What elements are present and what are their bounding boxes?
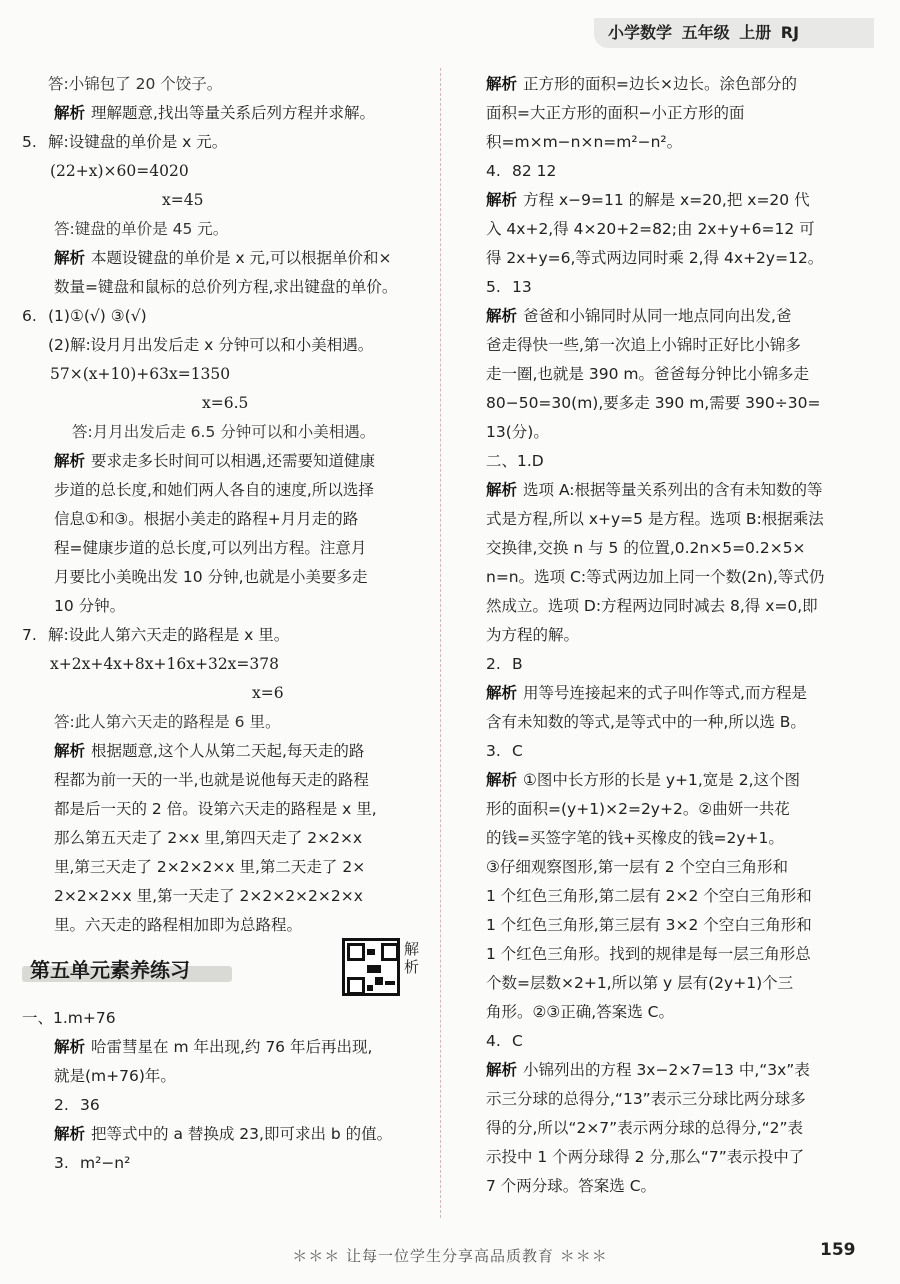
- line-text: 7 个两分球。答案选 C。: [486, 1177, 657, 1195]
- footer-slogan: ＊＊＊ 让每一位学生分享高品质教育 ＊＊＊: [292, 1247, 608, 1265]
- text-line: [486, 128, 866, 157]
- text-line: [486, 766, 866, 795]
- line-text: 示投中 1 个两分球得 2 分,那么“7”表示投中了: [486, 1148, 805, 1166]
- line-text: 都是后一天的 2 倍。设第六天走的路程是 x 里,: [54, 800, 377, 818]
- text-line: [22, 505, 420, 534]
- analysis-tag: 解析: [486, 1061, 518, 1079]
- line-text: x=45: [162, 191, 204, 209]
- text-line: [486, 273, 866, 302]
- line-text: 10 分钟。: [54, 597, 126, 615]
- line-text: 2×2×2×x 里,第一天走了 2×2×2×2×2×x: [54, 887, 363, 905]
- text-line: [486, 244, 866, 273]
- text-line: [486, 940, 866, 969]
- text-line: [22, 824, 420, 853]
- analysis-tag: 解析: [486, 481, 518, 499]
- text-line: [22, 128, 420, 157]
- question-number: 4.: [486, 162, 501, 180]
- text-line: [486, 679, 866, 708]
- line-text: 哈雷彗星在 m 年出现,约 76 年后再出现,: [91, 1038, 373, 1056]
- text-line: [486, 969, 866, 998]
- line-text: C: [512, 1032, 523, 1050]
- text-line: [486, 824, 866, 853]
- line-text: 正方形的面积=边长×边长。涂色部分的: [523, 75, 797, 93]
- text-line: [22, 853, 420, 882]
- line-text: 就是(m+76)年。: [54, 1067, 176, 1085]
- text-line: [22, 563, 420, 592]
- line-text: 答:此人第六天走的路程是 6 里。: [54, 713, 281, 731]
- line-text: 爸走得快一些,第一次追上小锦时正好比小锦多: [486, 336, 801, 354]
- line-text: 解:设此人第六天走的路程是 x 里。: [48, 626, 290, 644]
- analysis-tag: 解析: [54, 452, 86, 470]
- line-text: 数量=键盘和鼠标的总价列方程,求出键盘的单价。: [54, 278, 398, 296]
- line-text: 13: [512, 278, 532, 296]
- line-text: 方程 x−9=11 的解是 x=20,把 x=20 代: [523, 191, 810, 209]
- text-line: [486, 1143, 866, 1172]
- text-line: [22, 215, 420, 244]
- line-text: 程都为前一天的一半,也就是说他每天走的路程: [54, 771, 369, 789]
- line-text: 交换律,交换 n 与 5 的位置,0.2n×5=0.2×5×: [486, 539, 806, 557]
- header-grade: 五年级: [681, 23, 730, 42]
- line-text: 里。六天走的路程相加即为总路程。: [54, 916, 303, 934]
- line-text: 为方程的解。: [486, 626, 580, 644]
- text-line: [22, 1091, 420, 1120]
- right-answer-lines: [486, 70, 866, 1201]
- text-line: [22, 70, 420, 99]
- right-column: [486, 70, 866, 1201]
- text-line: [22, 795, 420, 824]
- text-line: [486, 795, 866, 824]
- text-line: [486, 650, 866, 679]
- line-text: (1)①(√) ③(√): [48, 307, 147, 325]
- header-edition: RJ: [780, 23, 800, 42]
- left-answer-lines: [22, 70, 420, 940]
- text-line: [486, 1027, 866, 1056]
- line-text: 月要比小美晚出发 10 分钟,也就是小美要多走: [54, 568, 368, 586]
- line-text: 面积=大正方形的面积−小正方形的面: [486, 104, 745, 122]
- header-subject: 小学数学: [608, 23, 673, 42]
- line-text: 13(分)。: [486, 423, 549, 441]
- line-text: 爸爸和小锦同时从同一地点同向出发,爸: [523, 307, 792, 325]
- text-line: [486, 70, 866, 99]
- analysis-tag: 解析: [54, 104, 86, 122]
- line-text: 82 12: [512, 162, 557, 180]
- text-line: [486, 737, 866, 766]
- text-line: [486, 389, 866, 418]
- text-line: [22, 99, 420, 128]
- line-text: 里,第三天走了 2×2×2×x 里,第二天走了 2×: [54, 858, 366, 876]
- question-number: 2.: [486, 655, 501, 673]
- analysis-tag: 解析: [54, 742, 86, 760]
- text-line: [22, 1149, 420, 1178]
- line-text: 答:月月出发后走 6.5 分钟可以和小美相遇。: [72, 423, 376, 441]
- line-text: 含有未知数的等式,是等式中的一种,所以选 B。: [486, 713, 806, 731]
- question-number: 4.: [486, 1032, 501, 1050]
- analysis-tag: 解析: [54, 249, 86, 267]
- text-line: [22, 1033, 420, 1062]
- text-line: [486, 853, 866, 882]
- line-text: 1 个红色三角形,第二层有 2×2 个空白三角形和: [486, 887, 812, 905]
- text-line: [486, 534, 866, 563]
- line-text: 36: [80, 1096, 100, 1114]
- question-number: 7.: [22, 626, 37, 644]
- qr-label: 解析: [404, 940, 420, 976]
- line-text: 入 4x+2,得 4×20+2=82;由 2x+y+6=12 可: [486, 220, 815, 238]
- section-title: 第五单元素养练习: [30, 958, 190, 982]
- line-text: ③仔细观察图形,第一层有 2 个空白三角形和: [486, 858, 789, 876]
- line-text: 80−50=30(m),要多走 390 m,需要 390÷30=: [486, 394, 821, 412]
- question-number: 6.: [22, 307, 37, 325]
- text-line: [486, 99, 866, 128]
- line-text: B: [512, 655, 523, 673]
- analysis-tag: 解析: [54, 1125, 86, 1143]
- line-text: 走一圈,也就是 390 m。爸爸每分钟比小锦多走: [486, 365, 809, 383]
- line-text: 小锦列出的方程 3x−2×7=13 中,“3x”表: [523, 1061, 810, 1079]
- qr-code-icon[interactable]: [342, 938, 400, 996]
- header-volume: 上册: [739, 23, 772, 42]
- text-line: [486, 331, 866, 360]
- line-text: 的钱=买签字笔的钱+买橡皮的钱=2y+1。: [486, 829, 784, 847]
- question-number: 5.: [22, 133, 37, 151]
- text-line: [22, 186, 420, 215]
- text-line: [22, 1120, 420, 1149]
- text-line: [22, 766, 420, 795]
- text-line: [486, 1172, 866, 1201]
- column-divider: [440, 68, 441, 1218]
- line-text: 步道的总长度,和她们两人各自的速度,所以选择: [54, 481, 374, 499]
- question-number: 3.: [54, 1154, 69, 1172]
- line-text: 积=m×m−n×n=m²−n²。: [486, 133, 683, 151]
- left-column: [22, 70, 420, 1178]
- text-line: [22, 592, 420, 621]
- question-number: 3.: [486, 742, 501, 760]
- line-text: m+76: [67, 1009, 116, 1027]
- text-line: [22, 911, 420, 940]
- analysis-tag: 解析: [486, 684, 518, 702]
- line-text: 1 个红色三角形。找到的规律是每一层三角形总: [486, 945, 811, 963]
- text-line: [486, 563, 866, 592]
- analysis-tag: 解析: [486, 75, 518, 93]
- text-line: [486, 1114, 866, 1143]
- line-text: D: [531, 452, 544, 470]
- line-text: 答:键盘的单价是 45 元。: [54, 220, 229, 238]
- text-line: [22, 273, 420, 302]
- line-text: 1 个红色三角形,第三层有 3×2 个空白三角形和: [486, 916, 812, 934]
- line-text: 理解题意,找出等量关系后列方程并求解。: [91, 104, 375, 122]
- text-line: [22, 157, 420, 186]
- text-line: [22, 418, 420, 447]
- line-text: 选项 A:根据等量关系列出的含有未知数的等: [523, 481, 823, 499]
- line-text: x+2x+4x+8x+16x+32x=378: [50, 655, 279, 673]
- text-line: [486, 447, 866, 476]
- text-line: [22, 244, 420, 273]
- text-line: [22, 737, 420, 766]
- text-line: [22, 882, 420, 911]
- question-number: 5.: [486, 278, 501, 296]
- question-number: 二、1.: [486, 452, 532, 470]
- text-line: [22, 447, 420, 476]
- line-text: 式是方程,所以 x+y=5 是方程。选项 B:根据乘法: [486, 510, 824, 528]
- text-line: [22, 331, 420, 360]
- text-line: [22, 360, 420, 389]
- question-number: 2.: [54, 1096, 69, 1114]
- text-line: [22, 1004, 420, 1033]
- line-text: 角形。②③正确,答案选 C。: [486, 1003, 674, 1021]
- line-text: 根据题意,这个人从第二天起,每天走的路: [91, 742, 365, 760]
- text-line: [486, 215, 866, 244]
- line-text: x=6.5: [202, 394, 249, 412]
- line-text: 答:小锦包了 20 个饺子。: [48, 75, 223, 93]
- line-text: 然成立。选项 D:方程两边同时减去 8,得 x=0,即: [486, 597, 818, 615]
- line-text: 得 2x+y=6,等式两边同时乘 2,得 4x+2y=12。: [486, 249, 824, 267]
- line-text: C: [512, 742, 523, 760]
- text-line: [22, 679, 420, 708]
- text-line: [486, 708, 866, 737]
- text-line: [22, 302, 420, 331]
- text-line: [486, 302, 866, 331]
- text-line: [22, 476, 420, 505]
- text-line: [22, 621, 420, 650]
- text-line: [22, 389, 420, 418]
- text-line: [486, 998, 866, 1027]
- text-line: [486, 186, 866, 215]
- text-line: [486, 882, 866, 911]
- line-text: 用等号连接起来的式子叫作等式,而方程是: [523, 684, 807, 702]
- text-line: [22, 708, 420, 737]
- line-text: 57×(x+10)+63x=1350: [50, 365, 231, 383]
- line-text: m²−n²: [80, 1154, 131, 1172]
- text-line: [486, 1085, 866, 1114]
- line-text: (2)解:设月月出发后走 x 分钟可以和小美相遇。: [48, 336, 374, 354]
- line-text: 形的面积=(y+1)×2=2y+2。②曲妍一共花: [486, 800, 790, 818]
- line-text: 把等式中的 a 替换成 23,即可求出 b 的值。: [91, 1125, 393, 1143]
- analysis-tag: 解析: [486, 307, 518, 325]
- page-number: 159: [820, 1240, 856, 1260]
- line-text: 本题设键盘的单价是 x 元,可以根据单价和×: [91, 249, 392, 267]
- text-line: [486, 418, 866, 447]
- line-text: 要求走多长时间可以相遇,还需要知道健康: [91, 452, 375, 470]
- text-line: [486, 592, 866, 621]
- text-line: [486, 621, 866, 650]
- text-line: [486, 360, 866, 389]
- line-text: ①图中长方形的长是 y+1,宽是 2,这个图: [523, 771, 801, 789]
- text-line: [22, 650, 420, 679]
- page-header: [594, 18, 874, 48]
- analysis-tag: 解析: [486, 771, 518, 789]
- text-line: [486, 157, 866, 186]
- line-text: 解:设键盘的单价是 x 元。: [48, 133, 228, 151]
- line-text: 信息①和③。根据小美走的路程+月月走的路: [54, 510, 359, 528]
- line-text: 程=健康步道的总长度,可以列出方程。注意月: [54, 539, 367, 557]
- analysis-tag: 解析: [54, 1038, 86, 1056]
- line-text: n=n。选项 C:等式两边加上同一个数(2n),等式仍: [486, 568, 825, 586]
- line-text: 个数=层数×2+1,所以第 y 层有(2y+1)个三: [486, 974, 794, 992]
- section-heading: [22, 940, 420, 990]
- left-answer-lines-2: [22, 1004, 420, 1178]
- analysis-tag: 解析: [486, 191, 518, 209]
- text-line: [486, 476, 866, 505]
- text-line: [22, 534, 420, 563]
- text-line: [22, 1062, 420, 1091]
- line-text: 得的分,所以“2×7”表示两分球的总得分,“2”表: [486, 1119, 804, 1137]
- question-number: 一、1.: [22, 1009, 68, 1027]
- text-line: [486, 505, 866, 534]
- line-text: x=6: [252, 684, 284, 702]
- line-text: (22+x)×60=4020: [50, 162, 189, 180]
- text-line: [486, 1056, 866, 1085]
- line-text: 示三分球的总得分,“13”表示三分球比两分球多: [486, 1090, 806, 1108]
- text-line: [486, 911, 866, 940]
- line-text: 那么第五天走了 2×x 里,第四天走了 2×2×x: [54, 829, 363, 847]
